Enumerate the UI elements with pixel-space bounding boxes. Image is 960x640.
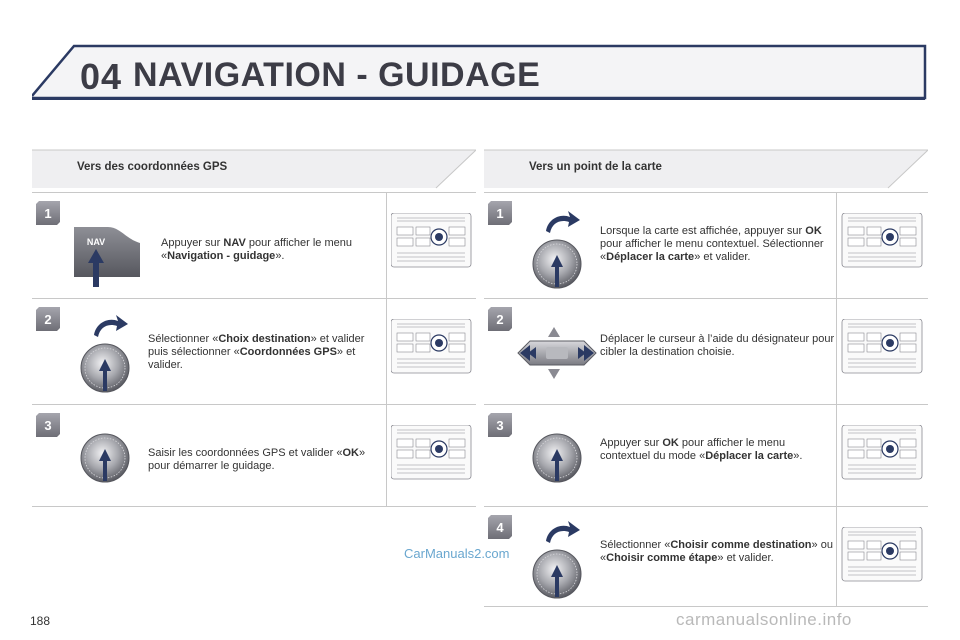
- chapter-title: NAVIGATION - GUIDAGE: [133, 56, 541, 94]
- right-step-1: [484, 192, 928, 298]
- head-unit-device-icon: [386, 193, 476, 299]
- step-instruction: Appuyer sur NAV pour afficher le menu «Navigation - guidage».: [161, 237, 352, 262]
- left-step-1: [32, 192, 476, 298]
- step-number: 1: [44, 206, 52, 221]
- rotary-knob-icon: [68, 421, 142, 495]
- right-step-3: [484, 404, 928, 506]
- head-unit-device-icon: [386, 299, 476, 405]
- column-bottom-rule: [484, 606, 928, 607]
- step-number-badge: [488, 515, 512, 539]
- rotate-arrow-icon: [546, 521, 580, 543]
- rotate-arrow-icon: [546, 211, 580, 233]
- right-step-4: [484, 506, 928, 606]
- head-unit-device-icon: [836, 299, 926, 405]
- step-number: 1: [496, 206, 504, 221]
- left-section-heading: [32, 148, 476, 188]
- column-bottom-rule: [32, 506, 476, 507]
- rotate-arrow-icon: [94, 315, 128, 337]
- rotary-knob-icon: [520, 209, 594, 283]
- step-instruction: Lorsque la carte est affichée, appuyer sur OK pour afficher le menu contextuel. Sélectionner «Déplacer la carte» et valider.: [600, 225, 824, 263]
- right-section-heading: [484, 148, 928, 188]
- rotary-knob-icon: [520, 421, 594, 495]
- head-unit-device-icon: [836, 193, 926, 299]
- watermark-text: carmanualsonline.info: [676, 610, 852, 629]
- step-number: 3: [496, 418, 504, 433]
- chapter-number: 04: [80, 56, 123, 97]
- step-instruction: Sélectionner «Choisir comme destination» ou «Choisir comme étape» et valider.: [600, 539, 833, 564]
- section-title: Vers des coordonnées GPS: [77, 161, 228, 173]
- step-number-badge: [488, 413, 512, 437]
- step-number-badge: [36, 413, 60, 437]
- left-step-2: [32, 298, 476, 404]
- page-number: 188: [30, 614, 51, 628]
- rotary-knob-icon: [520, 519, 594, 593]
- rotary-knob-icon: [68, 313, 142, 387]
- step-number: 3: [44, 418, 52, 433]
- nav-button-icon: [68, 211, 142, 285]
- head-unit-device-icon: [386, 405, 476, 507]
- section-title: Vers un point de la carte: [529, 161, 662, 173]
- step-instruction: Saisir les coordonnées GPS et valider «OK» pour démarrer le guidage.: [148, 447, 366, 472]
- step-number: 2: [44, 312, 52, 327]
- step-number-badge: [36, 201, 60, 225]
- step-number: 2: [496, 312, 504, 327]
- step-instruction: Appuyer sur OK pour afficher le menu contextuel du mode «Déplacer la carte».: [600, 437, 803, 462]
- head-unit-device-icon: [836, 405, 926, 507]
- step-number-badge: [36, 307, 60, 331]
- step-number: 4: [496, 520, 504, 535]
- head-unit-device-icon: [836, 507, 926, 607]
- nav-label: NAV: [86, 237, 106, 247]
- left-step-3: [32, 404, 476, 506]
- step-number-badge: [488, 201, 512, 225]
- step-instruction: Déplacer le curseur à l’aide du désignateur pour cibler la destination choisie.: [600, 333, 835, 358]
- step-instruction: Sélectionner «Choix destination» et valider puis sélectionner «Coordonnées GPS» et valider.: [148, 333, 365, 371]
- step-number-badge: [488, 307, 512, 331]
- watermark-link[interactable]: CarManuals2.com: [404, 546, 510, 561]
- right-step-2: [484, 298, 928, 404]
- joystick-arrows-icon: [514, 323, 600, 397]
